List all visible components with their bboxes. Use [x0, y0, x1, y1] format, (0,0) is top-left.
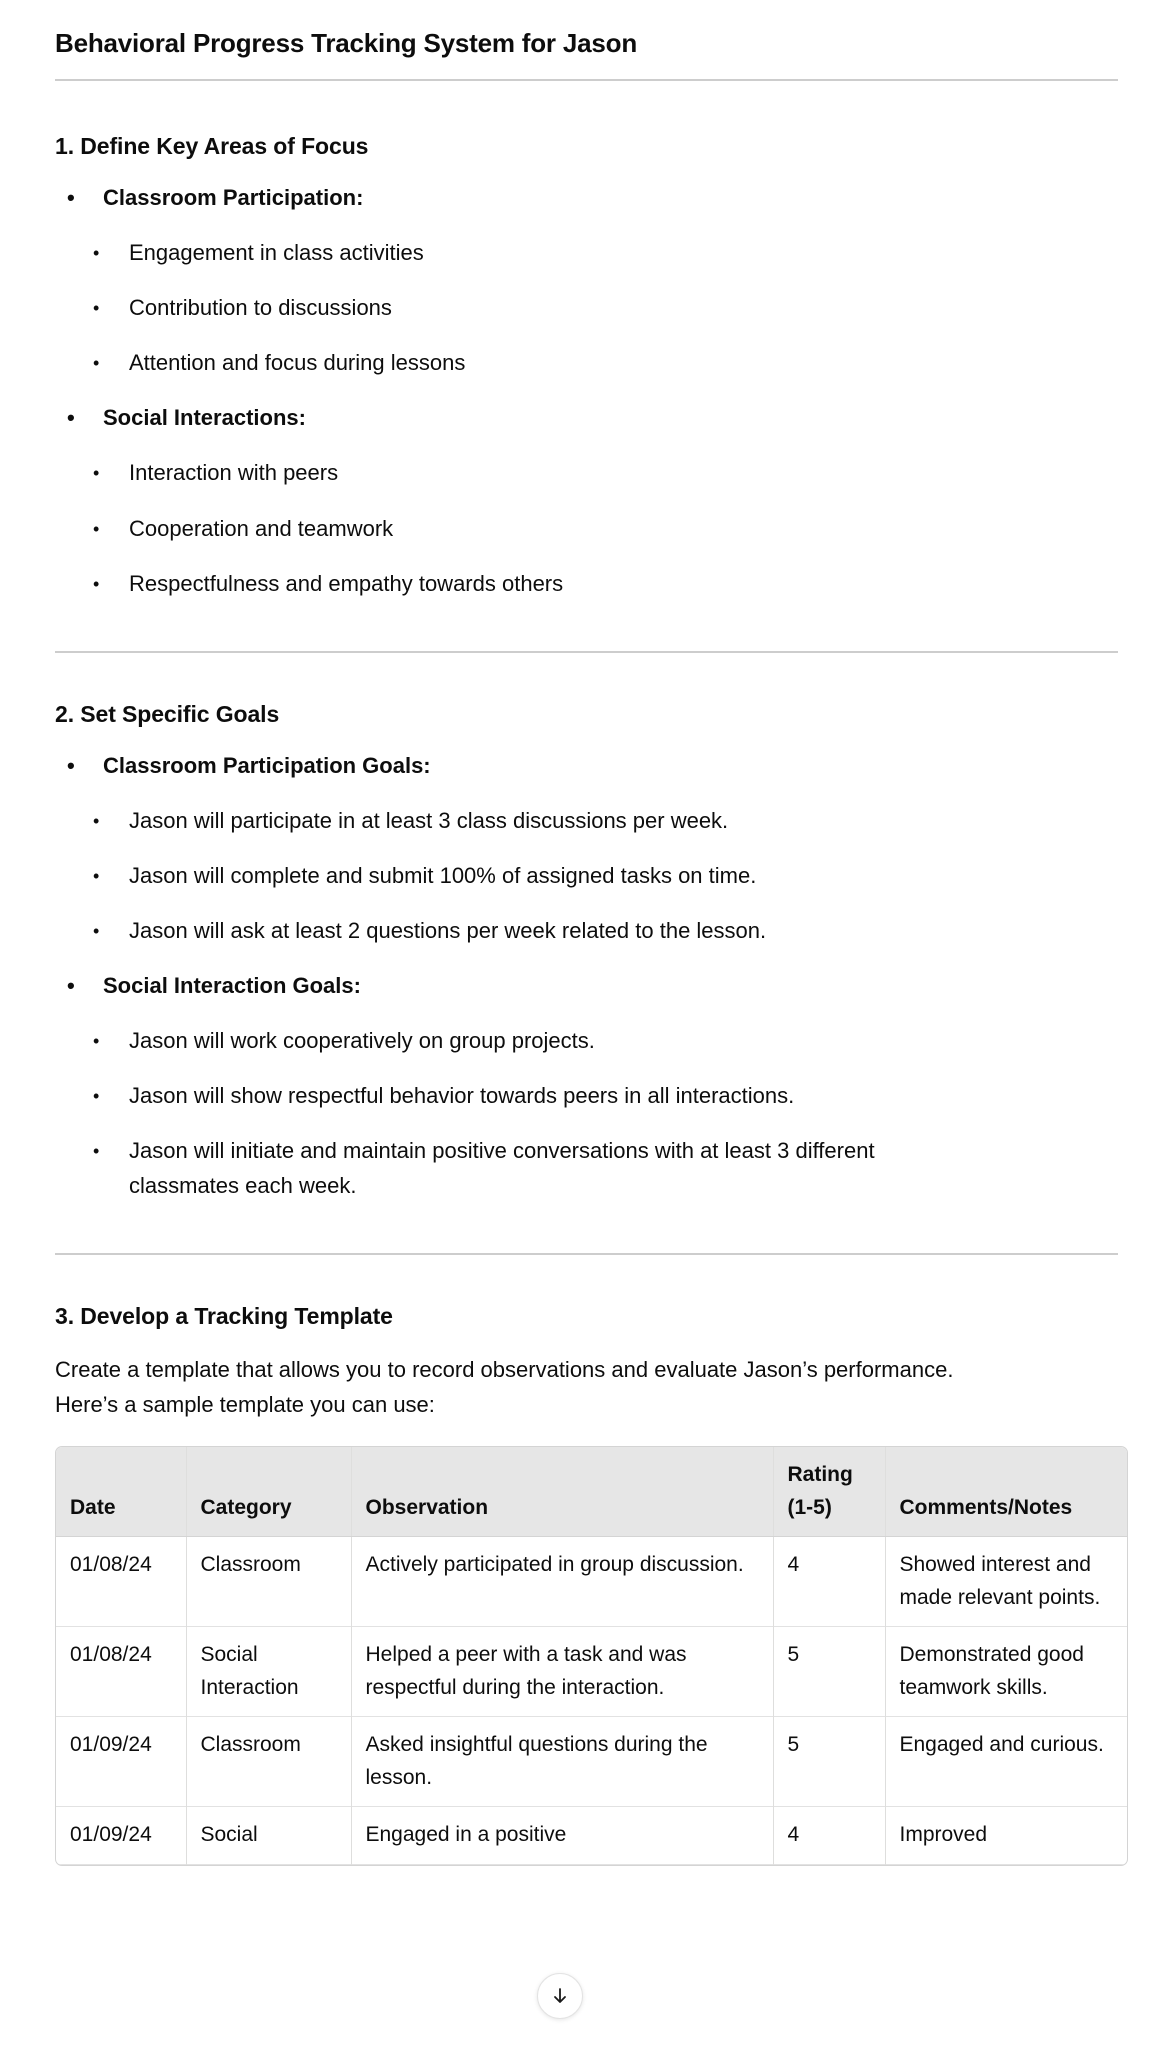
- cell-category: Social: [186, 1807, 351, 1865]
- group-label-text: Classroom Participation:: [103, 185, 364, 210]
- bullet-icon: •: [93, 298, 100, 319]
- list-item-text: Jason will show respectful behavior towards peers in all interactions.: [129, 1083, 795, 1109]
- focus-areas-list: [55, 181, 1118, 215]
- cell-date: 01/09/24: [56, 1807, 186, 1865]
- list-item: [81, 567, 1118, 601]
- cell-observation: Helped a peer with a task and was respectful during the interaction.: [351, 1627, 773, 1717]
- section-heading-2: 2. Set Specific Goals: [55, 700, 280, 727]
- list-item-text: Engagement in class activities: [129, 240, 424, 266]
- list-item: [81, 1134, 899, 1202]
- table-row: [56, 1717, 1128, 1807]
- list-item-group-label: [55, 401, 1118, 435]
- list-item: [81, 804, 1118, 838]
- bullet-icon: •: [93, 573, 100, 594]
- table-body: [56, 1537, 1128, 1865]
- social-interactions-group: [55, 401, 1118, 435]
- cell-rating: 4: [773, 1537, 885, 1627]
- list-item: [81, 456, 1118, 490]
- list-item: [81, 512, 1118, 546]
- classroom-goals-sublist: [81, 804, 1118, 948]
- list-item: [81, 236, 1118, 270]
- column-header-comments: Comments/Notes: [885, 1447, 1128, 1537]
- list-item-text: Cooperation and teamwork: [129, 515, 394, 541]
- social-goals-group: [55, 969, 1118, 1003]
- list-item-text: Contribution to discussions: [129, 295, 392, 321]
- classroom-participation-sublist: [81, 236, 1118, 380]
- bullet-icon: •: [93, 810, 100, 831]
- column-header-rating-line2: (1-5): [787, 1495, 832, 1519]
- list-item: [81, 346, 1118, 380]
- bullet-icon: •: [93, 243, 100, 264]
- cell-comments: Showed interest and made relevant points.: [899, 1553, 1101, 1609]
- cell-category: Classroom: [186, 1537, 351, 1627]
- cell-comments: Demonstrated good teamwork skills.: [899, 1643, 1084, 1699]
- cell-rating: 4: [773, 1807, 885, 1865]
- list-item: [81, 1024, 1118, 1058]
- list-item-text: Respectfulness and empathy towards others: [129, 570, 564, 596]
- table-row: [56, 1807, 1128, 1865]
- list-item-group-label: [55, 969, 1118, 1003]
- list-item-text: Jason will ask at least 2 questions per week related to the lesson.: [129, 918, 767, 944]
- bullet-icon: •: [67, 405, 75, 431]
- goals-list: [55, 749, 1118, 783]
- cell-date: 01/09/24: [56, 1717, 186, 1807]
- cell-observation: Engaged in a positive: [351, 1807, 773, 1865]
- tracking-template-table-wrapper: [55, 1446, 1128, 1866]
- cell-observation: Actively participated in group discussion.: [351, 1537, 773, 1627]
- list-item-text: Interaction with peers: [129, 460, 339, 486]
- cell-category: Social Interaction: [186, 1627, 351, 1717]
- list-item-group-label: [55, 749, 1118, 783]
- list-item: [81, 1079, 1118, 1113]
- bullet-icon: •: [93, 1031, 100, 1052]
- scroll-to-bottom-button[interactable]: [537, 1973, 583, 2019]
- bullet-icon: •: [93, 463, 100, 484]
- list-item-group-label: [55, 181, 1118, 215]
- list-item-text: Jason will complete and submit 100% of assigned tasks on time.: [129, 862, 757, 888]
- bullet-icon: •: [93, 921, 100, 942]
- group-label-text: Social Interaction Goals:: [103, 973, 361, 999]
- page-title: Behavioral Progress Tracking System for Jason: [55, 28, 638, 58]
- list-item-text: Attention and focus during lessons: [129, 350, 466, 376]
- list-item: [81, 291, 1118, 325]
- list-item: [81, 859, 1118, 893]
- social-interactions-sublist: [81, 456, 1118, 600]
- cell-observation: Asked insightful questions during the lesson.: [351, 1717, 773, 1807]
- list-item-text: Jason will work cooperatively on group projects.: [129, 1028, 595, 1054]
- list-item: [81, 914, 1118, 948]
- group-label-text: Classroom Participation Goals:: [103, 752, 431, 778]
- list-item-text: Jason will initiate and maintain positive conversations with at least 3 different classmates each week.: [129, 1138, 875, 1198]
- bullet-icon: •: [67, 752, 75, 778]
- bullet-icon: •: [67, 973, 75, 999]
- group-label-text: Social Interactions:: [103, 405, 306, 431]
- cell-rating: 5: [773, 1717, 885, 1807]
- bullet-icon: •: [93, 353, 100, 374]
- table-header-row: [56, 1447, 1128, 1537]
- cell-date: 01/08/24: [56, 1537, 186, 1627]
- tracking-template-table: [56, 1447, 1128, 1865]
- cell-category: Classroom: [186, 1717, 351, 1807]
- section-3-paragraph: Create a template that allows you to record observations and evaluate Jason’s performance. Here’s a sample template you can use:: [55, 1356, 954, 1417]
- cell-comments: Improved: [899, 1823, 988, 1847]
- bullet-icon: •: [93, 865, 100, 886]
- list-item-text: Jason will participate in at least 3 class discussions per week.: [129, 807, 729, 833]
- column-header-rating-line1: Rating: [787, 1462, 853, 1486]
- cell-comments: Engaged and curious.: [899, 1733, 1104, 1757]
- bullet-icon: •: [93, 1086, 100, 1107]
- cell-date: 01/08/24: [56, 1627, 186, 1717]
- table-header: [56, 1447, 1128, 1537]
- column-header-date: Date: [56, 1447, 186, 1537]
- bullet-icon: •: [93, 518, 100, 539]
- bullet-icon: •: [67, 185, 75, 210]
- arrow-down-icon: [550, 1986, 570, 2006]
- bullet-icon: •: [93, 1141, 100, 1162]
- column-header-rating: [773, 1447, 885, 1537]
- section-heading-1: 1. Define Key Areas of Focus: [55, 133, 369, 159]
- column-header-observation: Observation: [351, 1447, 773, 1537]
- social-goals-sublist: [81, 1024, 1118, 1202]
- column-header-category: Category: [186, 1447, 351, 1537]
- table-row: [56, 1627, 1128, 1717]
- cell-rating: 5: [773, 1627, 885, 1717]
- table-row: [56, 1537, 1128, 1627]
- section-heading-3: 3. Develop a Tracking Template: [55, 1302, 393, 1329]
